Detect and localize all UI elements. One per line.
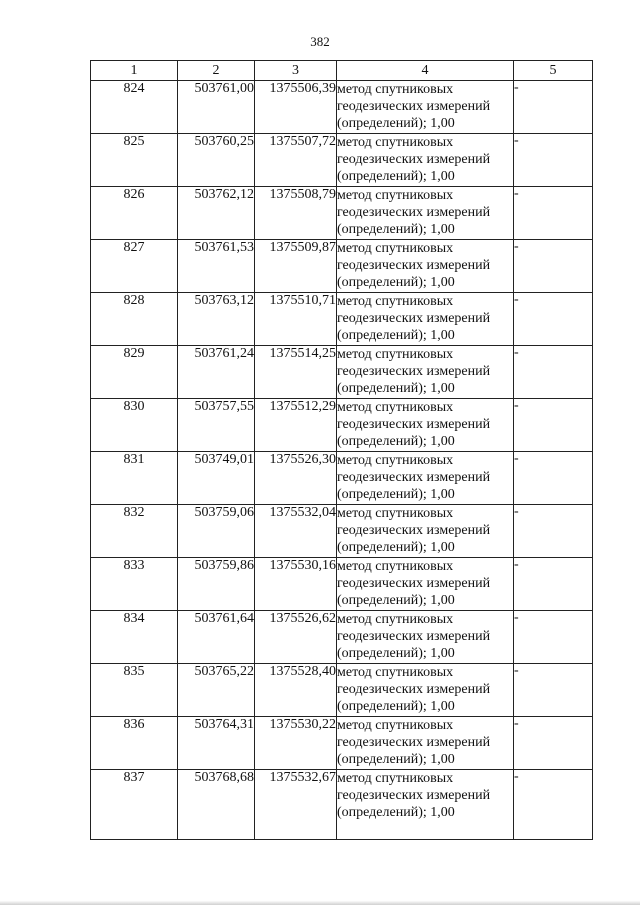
y-coordinate-cell: 1375509,87 — [255, 240, 337, 293]
point-number-cell: 830 — [91, 399, 178, 452]
method-line: (определений); 1,00 — [337, 434, 455, 449]
x-coordinate-cell: 503760,25 — [178, 134, 255, 187]
y-coordinate-cell: 1375526,62 — [255, 611, 337, 664]
x-coordinate-cell: 503759,86 — [178, 558, 255, 611]
x-coordinate-cell: 503761,64 — [178, 611, 255, 664]
coordinates-table — [90, 60, 593, 840]
method-line: метод спутниковых — [337, 135, 454, 150]
method-line: геодезических измерений — [337, 470, 491, 485]
method-line: метод спутниковых — [337, 347, 454, 362]
method-cell — [337, 81, 514, 134]
method-line: геодезических измерений — [337, 152, 491, 167]
y-coordinate-cell: 1375510,71 — [255, 293, 337, 346]
table-row — [91, 611, 593, 664]
method-cell — [337, 558, 514, 611]
method-line: метод спутниковых — [337, 718, 454, 733]
method-line: (определений); 1,00 — [337, 381, 455, 396]
page-number: 382 — [310, 34, 330, 49]
note-cell: - — [514, 346, 593, 399]
method-line: геодезических измерений — [337, 788, 491, 803]
header-row — [91, 61, 593, 81]
note-cell: - — [514, 134, 593, 187]
table-row — [91, 664, 593, 717]
method-cell — [337, 346, 514, 399]
note-cell: - — [514, 293, 593, 346]
y-coordinate-cell: 1375506,39 — [255, 81, 337, 134]
table-row — [91, 187, 593, 240]
y-coordinate-cell: 1375508,79 — [255, 187, 337, 240]
method-line: геодезических измерений — [337, 735, 491, 750]
note-cell: - — [514, 664, 593, 717]
header-col-3: 3 — [255, 61, 337, 81]
method-line: геодезических измерений — [337, 682, 491, 697]
method-line: метод спутниковых — [337, 188, 454, 203]
method-line: геодезических измерений — [337, 629, 491, 644]
method-line: геодезических измерений — [337, 417, 491, 432]
header-col-5: 5 — [514, 61, 593, 81]
table-row — [91, 399, 593, 452]
method-line: метод спутниковых — [337, 400, 454, 415]
method-line: метод спутниковых — [337, 82, 454, 97]
note-cell: - — [514, 240, 593, 293]
y-coordinate-cell: 1375514,25 — [255, 346, 337, 399]
point-number-cell: 829 — [91, 346, 178, 399]
method-cell — [337, 611, 514, 664]
method-line: метод спутниковых — [337, 506, 454, 521]
x-coordinate-cell: 503749,01 — [178, 452, 255, 505]
method-line: метод спутниковых — [337, 559, 454, 574]
table-row — [91, 558, 593, 611]
method-line: геодезических измерений — [337, 258, 491, 273]
table-row — [91, 346, 593, 399]
y-coordinate-cell: 1375532,67 — [255, 770, 337, 840]
point-number-cell: 836 — [91, 717, 178, 770]
note-cell: - — [514, 187, 593, 240]
method-cell — [337, 505, 514, 558]
method-line: метод спутниковых — [337, 241, 454, 256]
method-line: (определений); 1,00 — [337, 328, 455, 343]
method-line: метод спутниковых — [337, 771, 454, 786]
method-cell — [337, 134, 514, 187]
note-cell: - — [514, 399, 593, 452]
point-number-cell: 826 — [91, 187, 178, 240]
method-line: (определений); 1,00 — [337, 169, 455, 184]
x-coordinate-cell: 503757,55 — [178, 399, 255, 452]
method-cell — [337, 187, 514, 240]
table-body — [91, 81, 593, 840]
point-number-cell: 835 — [91, 664, 178, 717]
table-row — [91, 770, 593, 840]
method-line: (определений); 1,00 — [337, 593, 455, 608]
method-line: геодезических измерений — [337, 205, 491, 220]
table-header — [91, 61, 593, 81]
x-coordinate-cell: 503764,31 — [178, 717, 255, 770]
note-cell: - — [514, 611, 593, 664]
method-line: метод спутниковых — [337, 453, 454, 468]
method-line: (определений); 1,00 — [337, 275, 455, 290]
point-number-cell: 834 — [91, 611, 178, 664]
method-line: геодезических измерений — [337, 576, 491, 591]
note-cell: - — [514, 505, 593, 558]
x-coordinate-cell: 503762,12 — [178, 187, 255, 240]
x-coordinate-cell: 503761,24 — [178, 346, 255, 399]
method-line: (определений); 1,00 — [337, 699, 455, 714]
method-cell — [337, 240, 514, 293]
method-line: (определений); 1,00 — [337, 487, 455, 502]
point-number-cell: 827 — [91, 240, 178, 293]
x-coordinate-cell: 503765,22 — [178, 664, 255, 717]
x-coordinate-cell: 503763,12 — [178, 293, 255, 346]
method-line: геодезических измерений — [337, 99, 491, 114]
note-cell: - — [514, 81, 593, 134]
y-coordinate-cell: 1375532,04 — [255, 505, 337, 558]
y-coordinate-cell: 1375530,16 — [255, 558, 337, 611]
table-row — [91, 505, 593, 558]
method-cell — [337, 399, 514, 452]
table-row — [91, 81, 593, 134]
x-coordinate-cell: 503761,53 — [178, 240, 255, 293]
method-line: (определений); 1,00 — [337, 752, 455, 767]
method-line: (определений); 1,00 — [337, 222, 455, 237]
y-coordinate-cell: 1375512,29 — [255, 399, 337, 452]
method-line: (определений); 1,00 — [337, 646, 455, 661]
header-col-2: 2 — [178, 61, 255, 81]
note-cell: - — [514, 717, 593, 770]
method-cell — [337, 717, 514, 770]
method-line: геодезических измерений — [337, 311, 491, 326]
table-row — [91, 293, 593, 346]
method-line: (определений); 1,00 — [337, 540, 455, 555]
point-number-cell: 832 — [91, 505, 178, 558]
method-cell — [337, 293, 514, 346]
method-line: (определений); 1,00 — [337, 805, 455, 820]
point-number-cell: 831 — [91, 452, 178, 505]
x-coordinate-cell: 503759,06 — [178, 505, 255, 558]
table-row — [91, 240, 593, 293]
note-cell: - — [514, 558, 593, 611]
scan-edge — [0, 897, 640, 905]
note-cell: - — [514, 770, 593, 840]
method-line: (определений); 1,00 — [337, 116, 455, 131]
y-coordinate-cell: 1375526,30 — [255, 452, 337, 505]
note-cell: - — [514, 452, 593, 505]
method-cell — [337, 770, 514, 840]
table-row — [91, 134, 593, 187]
method-line: метод спутниковых — [337, 665, 454, 680]
point-number-cell: 824 — [91, 81, 178, 134]
x-coordinate-cell: 503761,00 — [178, 81, 255, 134]
table-row — [91, 452, 593, 505]
y-coordinate-cell: 1375507,72 — [255, 134, 337, 187]
method-cell — [337, 452, 514, 505]
header-col-1: 1 — [91, 61, 178, 81]
point-number-cell: 828 — [91, 293, 178, 346]
method-line: метод спутниковых — [337, 612, 454, 627]
x-coordinate-cell: 503768,68 — [178, 770, 255, 840]
method-line: геодезических измерений — [337, 364, 491, 379]
table-row — [91, 717, 593, 770]
point-number-cell: 837 — [91, 770, 178, 840]
method-line: геодезических измерений — [337, 523, 491, 538]
method-cell — [337, 664, 514, 717]
method-line: метод спутниковых — [337, 294, 454, 309]
y-coordinate-cell: 1375530,22 — [255, 717, 337, 770]
header-col-4: 4 — [337, 61, 514, 81]
y-coordinate-cell: 1375528,40 — [255, 664, 337, 717]
point-number-cell: 833 — [91, 558, 178, 611]
point-number-cell: 825 — [91, 134, 178, 187]
